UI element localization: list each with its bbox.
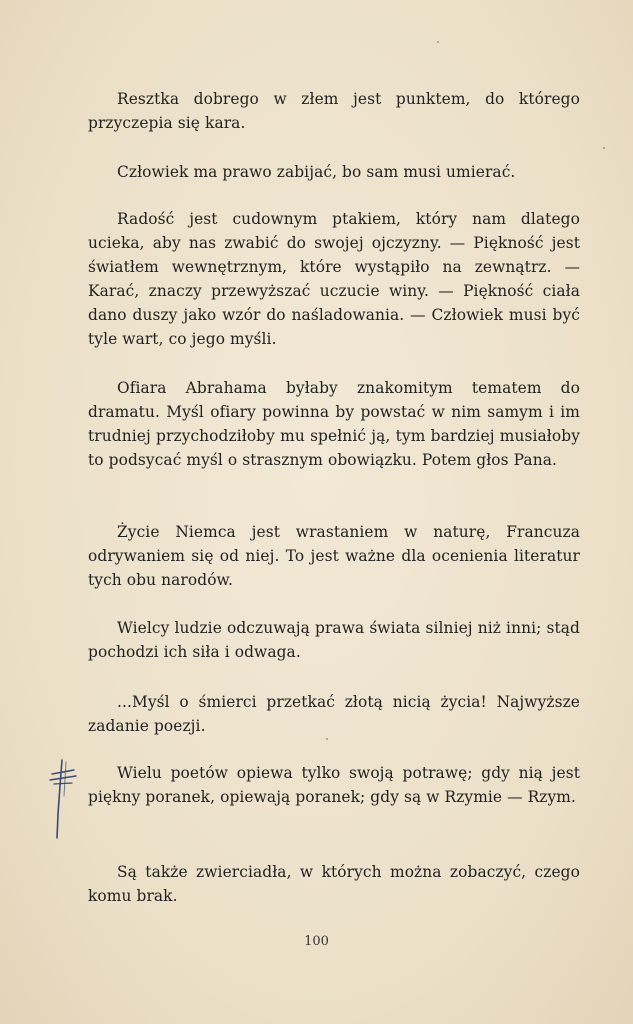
paragraph-9: Są także zwierciadła, w których można zobaczyć, czego komu brak. bbox=[88, 863, 580, 905]
paragraph-1: Resztka dobrego w złem jest punktem, do którego przyczepia się kara. bbox=[88, 90, 580, 132]
paragraph-3: Radość jest cudownym ptakiem, który nam dlatego ucieka, aby nas zwabić do swojej ojczyzny. — Piękność jest światłem wewnętrznym, które wystąpiło na zewnątrz. — Karać, znaczy przewyższać uczucie winy. — Piękność ciała dano duszy jako wzór do naśladowania. — Człowiek musi być tyle wart, co jego myśli. bbox=[88, 210, 580, 348]
paper-speck bbox=[603, 147, 605, 149]
paragraph-4: Ofiara Abrahama byłaby znakomitym tematem do dramatu. Myśl ofiary powinna by powstać w nim samym i im trudniej przychodziłoby mu spełnić ją, tym bardziej musiałoby to podsycać myśl o strasznym obowiązku. Potem głos Pana. bbox=[88, 379, 580, 469]
paragraph-6: Wielcy ludzie odczuwają prawa świata silniej niż inni; stąd pochodzi ich siła i odwaga. bbox=[88, 619, 580, 661]
pencil-mark-icon bbox=[44, 756, 84, 846]
paragraph-5: Życie Niemca jest wrastaniem w naturę, Francuza odrywaniem się od niej. To jest ważne dla ocenienia literatur tych obu narodów. bbox=[88, 523, 580, 589]
paper-speck bbox=[437, 41, 439, 43]
paragraph-2: Człowiek ma prawo zabijać, bo sam musi umierać. bbox=[117, 163, 516, 181]
page-number: 100 bbox=[304, 934, 329, 949]
paragraph-7: ...Myśl o śmierci przetkać złotą nicią życia! Najwyższe zadanie poezji. bbox=[88, 693, 580, 735]
paper-speck bbox=[326, 738, 328, 740]
paragraph-8: Wielu poetów opiewa tylko swoją potrawę; gdy nią jest piękny poranek, opiewają poranek; gdy są w Rzymie — Rzym. bbox=[88, 764, 580, 806]
